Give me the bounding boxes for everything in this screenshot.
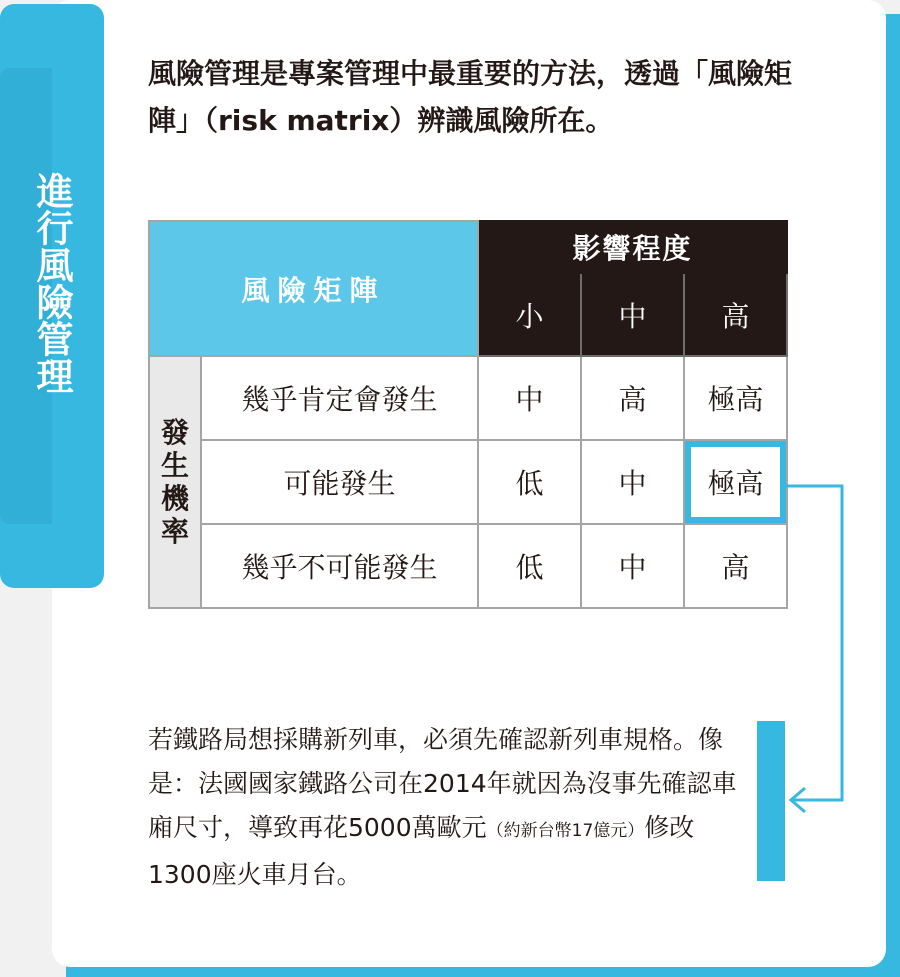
risk-cell: 低: [478, 524, 581, 608]
example-tail: 修改1300座火車月台。: [148, 813, 695, 889]
connector-arrow-icon: [785, 484, 855, 824]
intro-paragraph: 風險管理是專案管理中最重要的方法，透過「風險矩陣」（risk matrix）辨識風險所在。: [148, 57, 793, 137]
row-label: 可能發生: [201, 440, 478, 524]
matrix-corner-label: 風險矩陣: [149, 221, 478, 356]
impact-level-medium: 中: [581, 273, 684, 356]
accent-bar: [757, 721, 785, 881]
risk-cell: 極高: [684, 356, 787, 440]
risk-cell: 中: [478, 356, 581, 440]
risk-matrix-table: [148, 220, 788, 609]
table-row: [149, 356, 787, 440]
section-title: 進行風險管理: [30, 172, 73, 394]
example-paragraph: [148, 718, 738, 897]
row-label: 幾乎肯定會發生: [201, 356, 478, 440]
example-main: 若鐵路局想採購新列車，必須先確認新列車規格。像是：法國國家鐵路公司在2014年就因為沒事先確認車廂尺寸，導致再花5000萬歐元: [148, 725, 737, 842]
risk-cell-highlighted: 極高: [684, 440, 787, 524]
impact-level-small: 小: [478, 273, 581, 356]
risk-cell: 高: [581, 356, 684, 440]
section-side-tab: [0, 4, 104, 588]
impact-level-high: 高: [684, 273, 787, 356]
impact-header: 影響程度: [478, 221, 787, 273]
example-note: （約新台幣17億元）: [486, 821, 645, 841]
risk-cell: 中: [581, 440, 684, 524]
probability-header: 發生機率: [149, 356, 201, 608]
table-row: [149, 524, 787, 608]
risk-cell: 中: [581, 524, 684, 608]
risk-cell: 高: [684, 524, 787, 608]
risk-cell: 低: [478, 440, 581, 524]
row-label: 幾乎不可能發生: [201, 524, 478, 608]
table-row: [149, 440, 787, 524]
